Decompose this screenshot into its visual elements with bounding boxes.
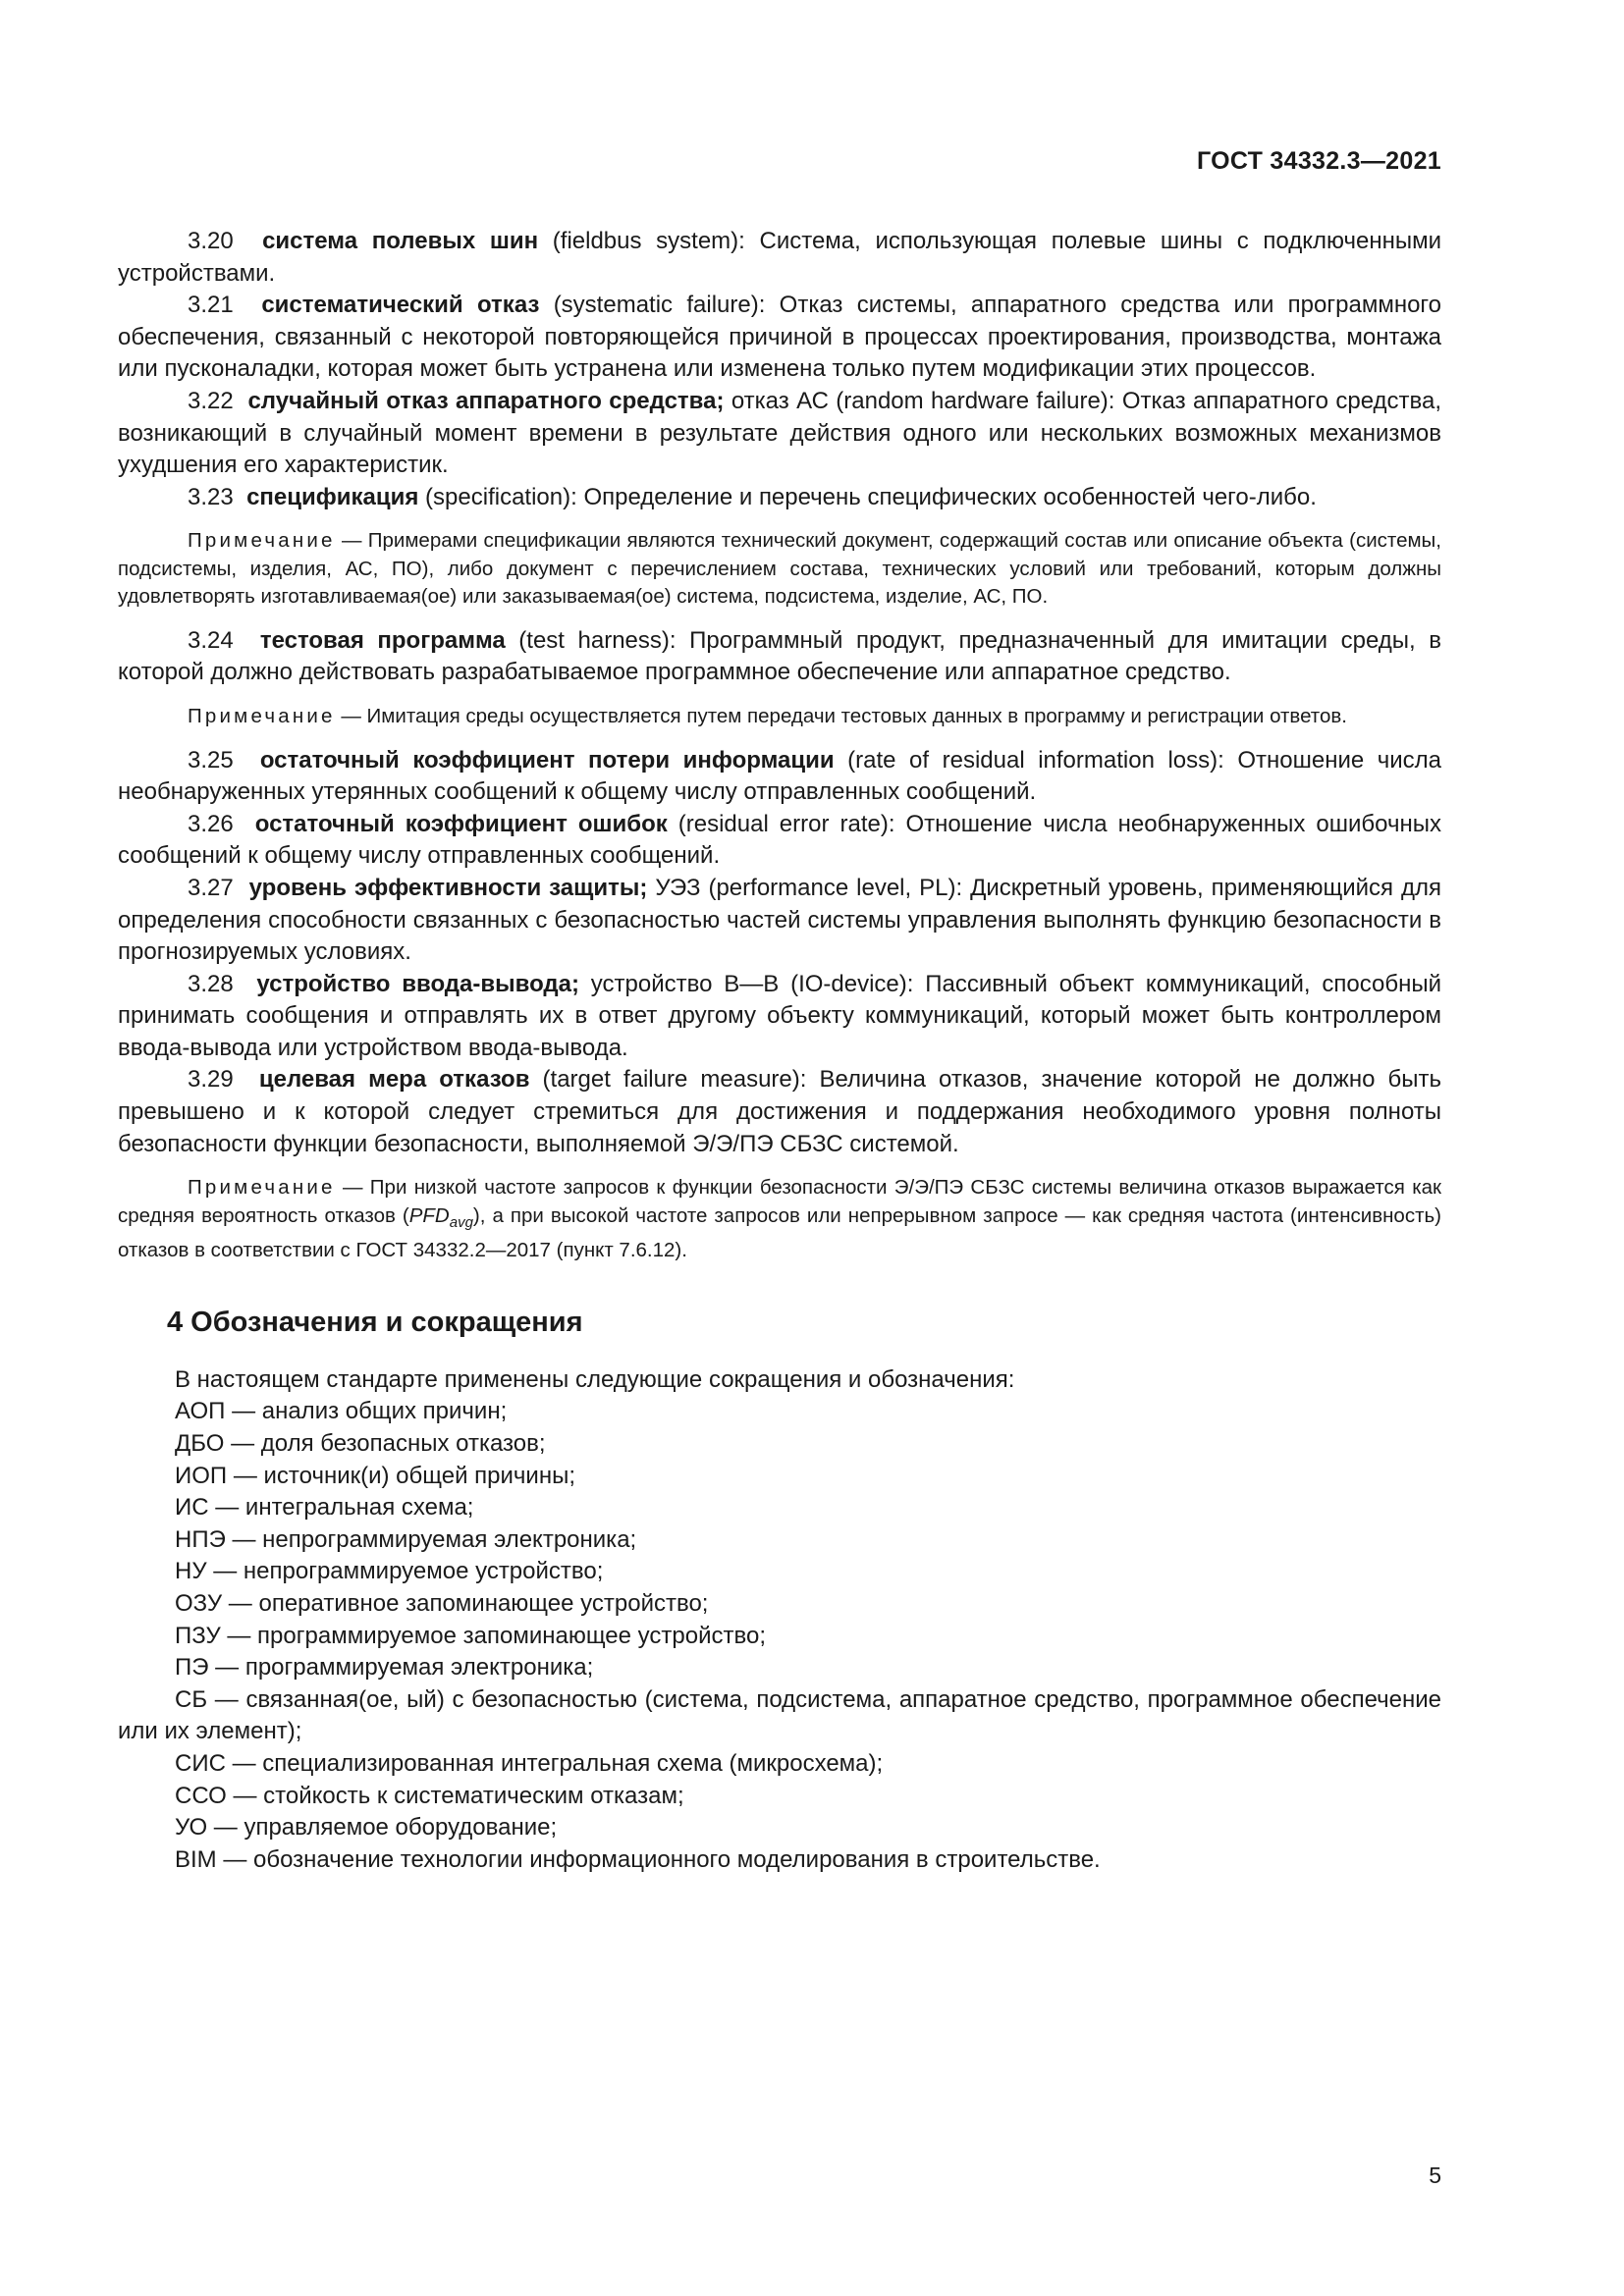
term-number: 3.24 xyxy=(188,626,234,654)
note-text: — Примерами спецификации являются технический документ, содержащий состав или описание объекта (системы, подсистемы, изделия, АС, ПО), либо документ с перечислением состава, технических условий или требований, которым должны удовлетворять изготавливаемая(ое) или заказываемая(ое) система, подсистема, изделие, АС, ПО. xyxy=(118,529,1441,609)
pfd-subscript: avg xyxy=(449,1213,473,1231)
term-number: 3.28 xyxy=(188,970,234,997)
term-definition: (residual error rate): Отношение числа необнаруженных ошибочных сообщений к общему числу отправленных сообщений. xyxy=(118,810,1442,870)
abbreviation-item: НУ — непрограммируемое устройство; xyxy=(175,1558,604,1585)
term-definition: (systematic failure): Отказ системы, аппаратного средства или программного обеспечения, связанный с некоторой повторяющейся причиной в процессах проектирования, производства, монтажа или пусконаладки, которая может быть устранена или изменена только путем модификации этих процессов. xyxy=(118,292,1441,383)
term-name: система полевых шин xyxy=(262,228,539,254)
term-number: 3.27 xyxy=(188,874,234,901)
abbreviation-item: АОП — анализ общих причин; xyxy=(175,1398,508,1425)
term-3-23 xyxy=(118,482,1441,514)
term-3-26 xyxy=(118,809,1441,873)
note-label: Примечание xyxy=(188,1176,336,1200)
abbreviation-item: ИС — интегральная схема; xyxy=(175,1494,474,1522)
term-name: систематический отказ xyxy=(261,292,540,319)
term-name: тестовая программа xyxy=(259,626,506,654)
note-3-29 xyxy=(118,1174,1441,1265)
term-3-28 xyxy=(118,969,1441,1065)
term-3-29 xyxy=(118,1064,1441,1160)
standard-header: ГОСТ 34332.3—2021 xyxy=(1196,147,1441,175)
term-definition: (test harness): Программный продукт, предназначенный для имитации среды, в которой должно действовать разрабатываемое программное обеспечение или аппаратное средство. xyxy=(118,626,1442,686)
page-number: 5 xyxy=(1429,2163,1441,2188)
note-label: Примечание xyxy=(188,529,336,553)
term-definition: (fieldbus system): Система, использующая полевые шины с подключенными устройствами. xyxy=(118,228,1441,287)
abbreviation-item: ДБО — доля безопасных отказов; xyxy=(175,1430,546,1458)
term-3-27 xyxy=(118,873,1441,969)
term-name: остаточный коэффициент потери информации xyxy=(259,746,835,774)
term-definition: (rate of residual information loss): Отношение числа необнаруженных утерянных сообщений к общему числу отправленных сообщений. xyxy=(118,746,1442,806)
term-definition: устройство В—В (IO-device): Пассивный объект коммуникаций, способный принимать сообщения и отправлять их в ответ другому объекту коммуникаций, который может быть контроллером ввода-вывода или устройством ввода-вывода. xyxy=(118,970,1442,1061)
pfd-symbol: PFD xyxy=(408,1203,450,1227)
term-number: 3.22 xyxy=(188,387,234,414)
term-number: 3.25 xyxy=(188,746,234,774)
abbreviation-item: BIM — обозначение технологии информационного моделирования в строительстве. xyxy=(175,1845,1101,1873)
term-name: целевая мера отказов xyxy=(258,1066,530,1094)
term-3-22 xyxy=(118,386,1441,482)
abbreviation-item: ОЗУ — оперативное запоминающее устройство; xyxy=(175,1590,709,1617)
term-name: случайный отказ аппаратного средства; xyxy=(247,387,725,414)
note-label: Примечание xyxy=(188,705,336,728)
term-number: 3.20 xyxy=(188,228,234,254)
term-number: 3.26 xyxy=(188,810,234,837)
note-text: — При низкой частоте запросов к функции безопасности Э/Э/ПЭ СБЗС системы величина отказов выражается как средняя вероятность отказов ( xyxy=(118,1176,1441,1227)
note-3-24 xyxy=(118,703,1441,731)
abbreviation-item: НПЭ — непрограммируемая электроника; xyxy=(175,1525,637,1553)
abbreviation-item: СИС — специализированная интегральная схема (микросхема); xyxy=(175,1749,884,1777)
term-name: остаточный коэффициент ошибок xyxy=(254,810,668,837)
term-3-20 xyxy=(118,226,1441,290)
term-name: устройство ввода-вывода; xyxy=(256,970,579,997)
term-3-24 xyxy=(118,625,1441,689)
term-3-25 xyxy=(118,745,1441,809)
abbreviation-item: СБ — связанная(ое, ый) с безопасностью (система, подсистема, аппаратное средство, программное обеспечение или их элемент); xyxy=(118,1685,1441,1745)
abbreviation-item: УО — управляемое оборудование; xyxy=(175,1814,558,1842)
term-number: 3.29 xyxy=(188,1066,234,1094)
term-name: уровень эффективности защиты; xyxy=(248,874,648,901)
note-3-23 xyxy=(118,527,1441,612)
term-name: спецификация xyxy=(246,483,419,510)
page-content xyxy=(118,226,1441,1876)
note-text: — Имитация среды осуществляется путем передачи тестовых данных в программу и регистрации ответов. xyxy=(335,705,1347,728)
abbreviation-item: ПЭ — программируемая электроника; xyxy=(175,1654,594,1682)
term-number: 3.23 xyxy=(188,483,234,510)
term-definition: (target failure measure): Величина отказов, значение которой не должно быть превышено и к которой следует стремиться для достижения и поддержания необходимого уровня полноты безопасности функции безопасности, выполняемой Э/Э/ПЭ СБЗС системой. xyxy=(118,1066,1442,1157)
term-number: 3.21 xyxy=(188,292,234,319)
term-3-21 xyxy=(118,290,1441,386)
section-title: 4 Обозначения и сокращения xyxy=(167,1306,583,1338)
term-definition: отказ АС (random hardware failure): Отказ аппаратного средства, возникающий в случайный момент времени в результате действия одного или нескольких возможных механизмов ухудшения его характеристик. xyxy=(118,387,1442,479)
term-definition: (specification): Определение и перечень специфических особенностей чего-либо. xyxy=(418,483,1317,510)
abbreviation-item: ИОП — источник(и) общей причины; xyxy=(175,1462,575,1489)
abbreviation-item: ПЗУ — программируемое запоминающее устройство; xyxy=(175,1622,766,1649)
abbreviation-item: ССО — стойкость к систематическим отказам; xyxy=(175,1782,684,1809)
term-definition: УЭЗ (performance level, PL): Дискретный уровень, применяющийся для определения способности связанных с безопасностью частей системы управления выполнять функцию безопасности в прогнозируемых условиях. xyxy=(118,874,1441,966)
abbreviations-intro: В настоящем стандарте применены следующие сокращения и обозначения: xyxy=(175,1365,1015,1393)
note-text-continued: ), а при высокой частоте запросов или непрерывном запросе — как средняя частота (интенсивность) отказов в соответствии с ГОСТ 34332.2—2017 (пункт 7.6.12). xyxy=(118,1203,1441,1262)
